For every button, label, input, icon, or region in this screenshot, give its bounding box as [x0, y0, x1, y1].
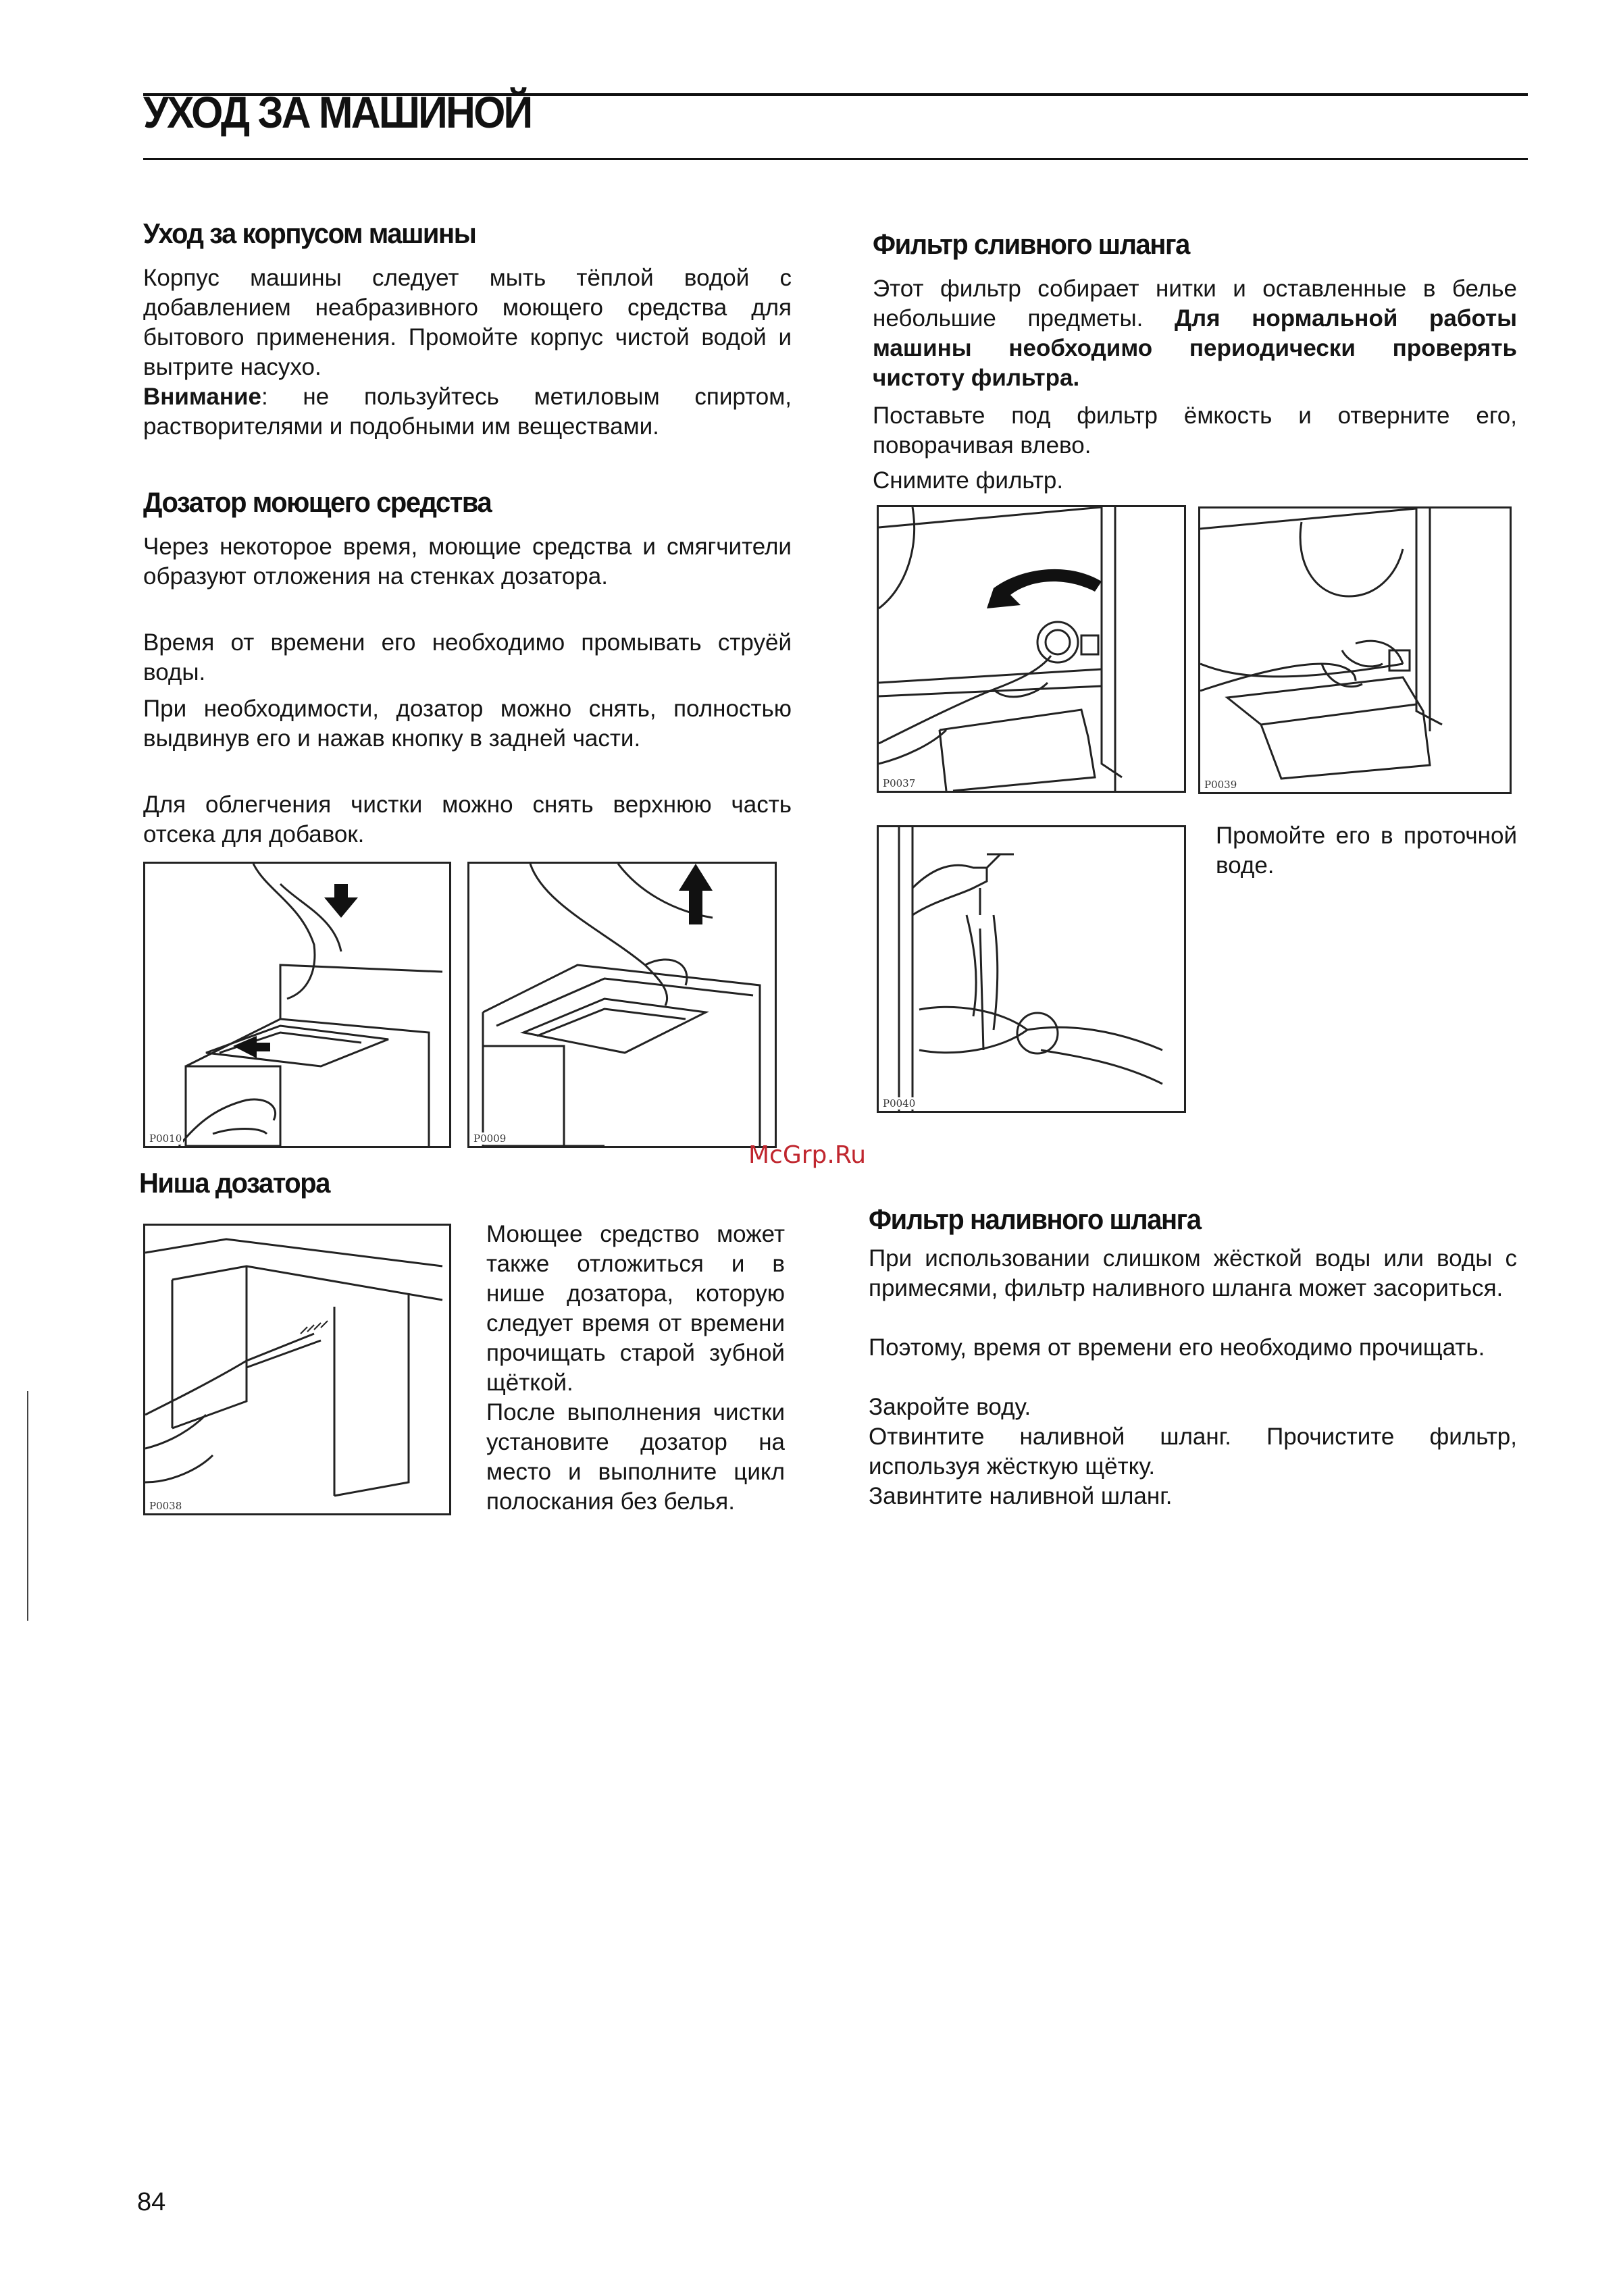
fig-code-p0039: P0039: [1204, 779, 1237, 791]
drain-unscrew-illustration: [879, 507, 1184, 791]
figure-drain-rinse: [877, 825, 1186, 1113]
fig-code-p0037: P0037: [883, 777, 916, 789]
dispenser-p1: Через некоторое время, моющие средства и смягчители образуют отложения на стенках дозатора.: [143, 533, 792, 590]
inlet-filter-p1: При использовании слишком жёсткой воды или воды с примесями, фильтр наливного шланга может засориться.: [869, 1245, 1517, 1301]
dispenser-p4: Для облегчения чистки можно снять верхнюю часть отсека для добавок.: [143, 791, 792, 847]
drain-remove-illustration: [1200, 508, 1510, 792]
warning-label: Внимание: [143, 384, 261, 410]
fig-code-p0040: P0040: [883, 1097, 916, 1110]
page-number: 84: [137, 2188, 166, 2216]
drain-filter-p1: [873, 274, 1517, 393]
inlet-filter-p4: Отвинтите наливной шланг. Прочистите фильтр, используя жёсткую щётку.: [869, 1424, 1517, 1480]
drain-filter-p1-bold: Для нормальной работы машины необходимо периодически проверять чистоту фильтра.: [873, 305, 1517, 391]
drain-filter-p1-normal: Этот фильтр собирает нитки и оставленные в белье небольшие предметы.: [873, 276, 1517, 332]
fig-code-p0038: P0038: [149, 1500, 182, 1512]
figure-dispenser-top-part: [467, 862, 777, 1148]
heading-body-care: Уход за корпусом машины: [143, 217, 476, 249]
heading-inlet-filter: Фильтр наливного шланга: [869, 1203, 1201, 1235]
inlet-filter-p3: Закройте воду.: [869, 1394, 1031, 1420]
watermark: McGrp.Ru: [748, 1141, 867, 1169]
drain-filter-p3: Снимите фильтр.: [873, 467, 1064, 494]
figure-drain-unscrew: [877, 505, 1186, 793]
niche-text2: После выполнения чистки установите дозатор на место и выполните цикл полоскания без белья.: [486, 1399, 785, 1515]
body-care-paragraph: Корпус машины следует мыть тёплой водой с добавлением неабразивного моющего средства для бытового применения. Промойте корпус чистой водой и вытрите насухо.: [143, 265, 792, 380]
drain-filter-p4: Промойте его в проточной воде.: [1216, 823, 1517, 879]
fig-code-p0009: P0009: [473, 1132, 507, 1145]
page-title: УХОД ЗА МАШИНОЙ: [143, 87, 532, 137]
margin-mark: [27, 1391, 28, 1621]
niche-brush-illustration: [145, 1226, 449, 1513]
figure-drain-remove: [1198, 506, 1512, 794]
drain-filter-p2: Поставьте под фильтр ёмкость и отверните его, поворачивая влево.: [873, 402, 1517, 459]
body-care-text: [143, 263, 792, 442]
inlet-filter-p5: Завинтите наливной шланг.: [869, 1483, 1173, 1509]
figure-dispenser-remove: [143, 862, 451, 1148]
heading-dispenser-niche: Ниша дозатора: [139, 1167, 330, 1199]
dispenser-remove-illustration: [145, 864, 449, 1146]
fig-code-p0010: P0010: [149, 1132, 182, 1145]
dispenser-top-illustration: [469, 864, 775, 1146]
figure-niche-brush: [143, 1224, 451, 1515]
heading-dispenser: Дозатор моющего средства: [143, 486, 492, 518]
inlet-filter-p2: Поэтому, время от времени его необходимо прочищать.: [869, 1334, 1485, 1361]
drain-rinse-illustration: [879, 827, 1184, 1111]
niche-text1: Моющее средство может также отложиться и в нише дозатора, которую следует время от времени прочищать старой зубной щёткой.: [486, 1221, 785, 1396]
heading-drain-filter: Фильтр сливного шланга: [873, 228, 1189, 260]
dispenser-p2: Время от времени его необходимо промывать струёй воды.: [143, 629, 792, 685]
header-bottom-rule: [143, 158, 1528, 160]
dispenser-p3: При необходимости, дозатор можно снять, полностью выдвинув его и нажав кнопку в задней части.: [143, 696, 792, 752]
warning-text: : не пользуйтесь метиловым спиртом, растворителями и подобными им веществами.: [143, 384, 792, 440]
